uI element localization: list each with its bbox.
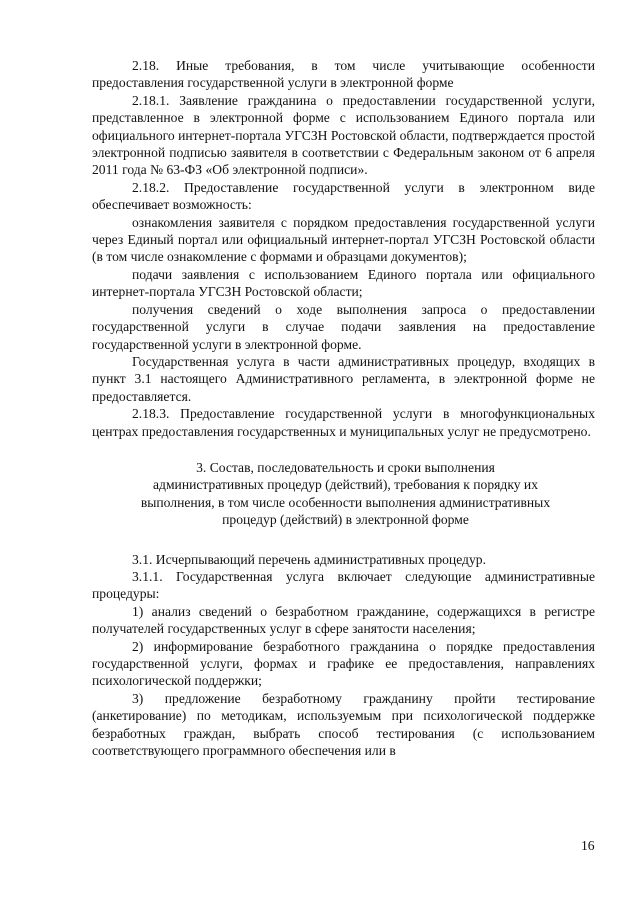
paragraph-3-1: 3.1. Исчерпывающий перечень административных процедур. — [132, 551, 486, 567]
list-item-1: 1) анализ сведений о безработном гражданине, содержащихся в регистре получателей государственных услуг в сфере занятости населения; — [92, 603, 595, 637]
section-3-heading — [92, 459, 595, 529]
paragraph-not-provided: Государственная услуга в части административных процедур, входящих в пункт 3.1 настоящего Административного регламента, в электронной форме не предоставляется. — [92, 353, 595, 404]
paragraph-2-18: 2.18. Иные требования, в том числе учитывающие особенности предоставления государственной услуги в электронной форме — [92, 58, 595, 91]
paragraph-3-1-1: 3.1.1. Государственная услуга включает следующие административные процедуры: — [92, 568, 595, 602]
heading-line: административных процедур (действий), требования к порядку их — [153, 477, 538, 493]
paragraph-status-info: получения сведений о ходе выполнения запроса о предоставлении государственной услуги в случае подачи заявления на предоставление государственной услуги в электронной форме. — [92, 301, 595, 352]
paragraph-2-18-2: 2.18.2. Предоставление государственной услуги в электронном виде обеспечивает возможность: — [92, 179, 595, 213]
list-item-3: 3) предложение безработному гражданину пройти тестирование (анкетирование) по методикам, используемым при психологической поддержке безработных граждан, выбрать способ тестирования (с использованием соответствующего программного обеспечения или в — [92, 690, 595, 759]
page-number: 16 — [581, 838, 595, 853]
paragraph-submission: подачи заявления с использованием Единого портала или официального интернет-портала УГСЗН Ростовской области; — [92, 266, 595, 300]
paragraph-2-18-1: 2.18.1. Заявление гражданина о предоставлении государственной услуги, представленное в электронной форме с использованием Единого портала или официального интернет-портала УГСЗН Ростовской области, подтверждается простой электронной подписью заявителя в соответствии с Федеральным законом от 6 апреля 2011 года № 63-ФЗ «Об электронной подписи». — [92, 92, 595, 178]
heading-line: выполнения, в том числе особенности выполнения административных — [140, 494, 551, 510]
heading-line: процедур (действий) в электронной форме — [222, 512, 469, 528]
document-body — [92, 57, 595, 759]
heading-line: 3. Состав, последовательность и сроки выполнения — [196, 459, 495, 475]
paragraph-familiarization: ознакомления заявителя с порядком предоставления государственной услуги через Единый портал или официальный интернет-портал УГСЗН Ростовской области (в том числе ознакомление с формами и образцами документов); — [92, 214, 595, 265]
list-item-2: 2) информирование безработного гражданина о порядке предоставления государственной услуги, формах и графике ее предоставления, направлениях психологической поддержки; — [92, 638, 595, 689]
paragraph-2-18-3: 2.18.3. Предоставление государственной услуги в многофункциональных центрах предоставления государственных и муниципальных услуг не предусмотрено. — [92, 406, 595, 439]
